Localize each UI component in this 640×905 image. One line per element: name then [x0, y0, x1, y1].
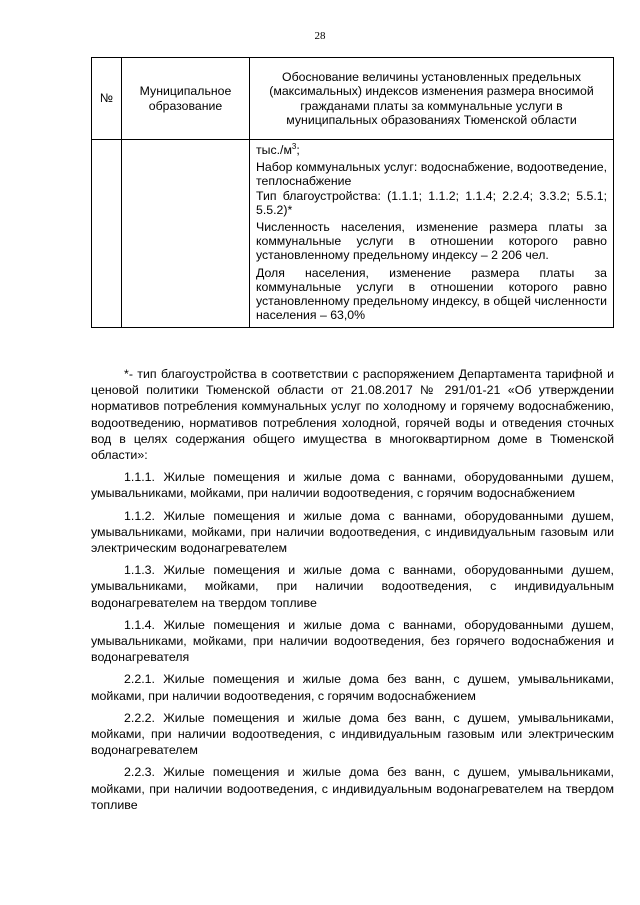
unit-line: $тыс./м^3$; [256, 141, 300, 157]
cell-number [92, 140, 122, 328]
cell-municipality [122, 140, 250, 328]
body-text [91, 366, 614, 813]
list-item: 1.1.4. Жилые помещения и жилые дома с ваннами, оборудованными душем, умывальниками, мойками, при наличии водоотведения, без горячего водоснабжения и водонагревателя [91, 617, 614, 665]
cell-justification [250, 140, 614, 328]
share-text: Доля населения, изменение размера платы за коммунальные услуги в отношении которого равно установленному предельному индексу, в общей численности населения – 63,0% [256, 265, 607, 323]
header-number: № [92, 58, 122, 140]
table-header-row [92, 58, 614, 140]
footnote: *- тип благоустройства в соответствии с распоряжением Департамента тарифной и ценовой политики Тюменской области от 21.08.2017 № 291/01-21 «Об утверждении нормативов потребления коммунальных услуг по холодному и горячему водоснабжению, водоотведению, нормативов потребления холодной, горячей воды и отведения сточных вод в целях содержания общего имущества в многоквартирном доме в Тюменской области»: [91, 367, 614, 463]
services-text: Набор коммунальных услуг: водоснабжение, водоотведение, теплоснабжение [256, 160, 607, 189]
list-item: 2.2.2. Жилые помещения и жилые дома без ванн, с душем, умывальниками, мойками, при наличии водоотведения, с индивидуальным газовым или электрическим водонагревателем [91, 710, 614, 758]
list-item: 1.1.2. Жилые помещения и жилые дома с ваннами, оборудованными душем, умывальниками, мойками, при наличии водоотведения, с индивидуальным газовым или электрическим водонагревателем [91, 508, 614, 556]
list-item: 1.1.1. Жилые помещения и жилые дома с ваннами, оборудованными душем, умывальниками, мойками, при наличии водоотведения, с горячим водоснабжением [91, 470, 614, 501]
population-text: Численность населения, изменение размера платы за коммунальные услуги в отношении которого равно установленному предельному индексу – 2 206 чел. [256, 220, 607, 263]
improvement-type-text: Тип благоустройства: (1.1.1; 1.1.2; 1.1.4; 2.2.4; 3.3.2; 5.5.1; 5.5.2)* [256, 188, 607, 217]
page-number: 28 [314, 30, 326, 42]
list-item: 2.2.1. Жилые помещения и жилые дома без ванн, с душем, умывальниками, мойками, при наличии водоотведения, с горячим водоснабжением [91, 672, 614, 703]
list-item: 1.1.3. Жилые помещения и жилые дома с ваннами, оборудованными душем, умывальниками, мойками, при наличии водоотведения, с индивидуальным водонагревателем на твердом топливе [91, 563, 614, 610]
header-municipality: Муниципальное образование [122, 58, 250, 140]
header-justification: Обоснование величины установленных предельных (максимальных) индексов изменения размера вносимой гражданами платы за коммунальные услуги в муниципальных образованиях Тюменской области [250, 58, 614, 140]
list-item: 2.2.3. Жилые помещения и жилые дома без ванн, с душем, умывальниками, мойками, при наличии водоотведения, с индивидуальным водонагревателем на твердом топливе [91, 765, 614, 812]
justification-table [91, 57, 614, 328]
table-row [92, 140, 614, 328]
